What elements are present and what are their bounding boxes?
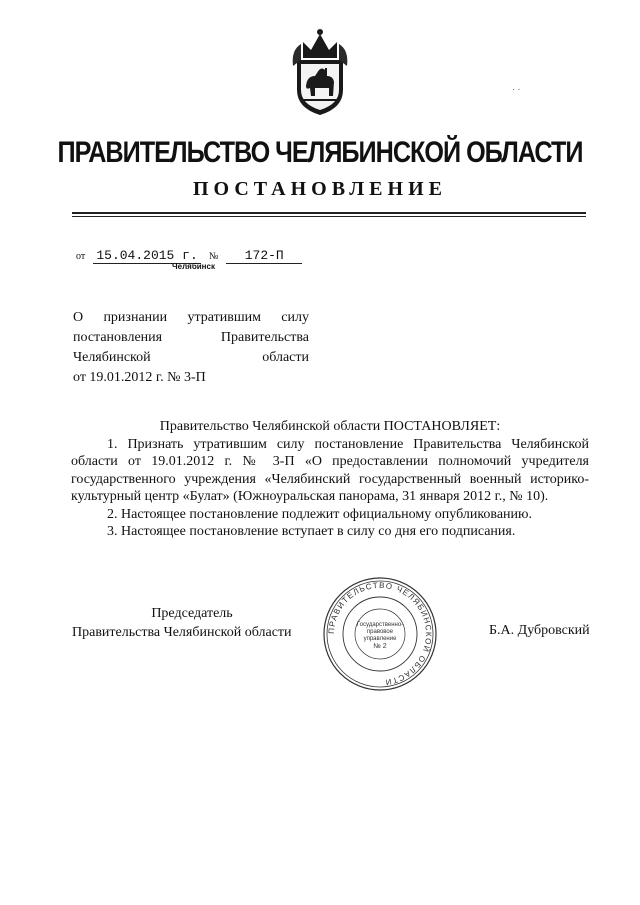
number-prefix: № (208, 251, 219, 262)
stamp-inner-text: Государственно- (356, 622, 404, 628)
decree-statement: Правительство Челябинской области ПОСТАНОВЛЯЕТ: (159, 419, 501, 434)
coat-of-arms-emblem (289, 20, 351, 118)
date-prefix: от (76, 251, 86, 262)
document-type: ПОСТАНОВЛЕНИЕ (193, 178, 447, 200)
document-body (71, 418, 589, 541)
signatory-position (72, 604, 312, 642)
decree-item: 3. Настоящее постановление вступает в силу со дня его подписания. (107, 524, 516, 539)
header-rule-thin (72, 216, 586, 217)
document-subject (73, 308, 309, 388)
subject-line: постановления Правительства (73, 330, 309, 345)
stamp-inner-text: управление (363, 636, 397, 642)
subject-line: от 19.01.2012 г. № 3-П (73, 370, 206, 385)
position-line: Председатель (151, 606, 233, 621)
header-rule (72, 212, 586, 214)
stamp-outer-text: ПРАВИТЕЛЬСТВО ЧЕЛЯБИНСКОЙ ОБЛАСТИ (326, 580, 434, 687)
document-date: 15.04.2015 г. (93, 248, 201, 264)
decree-item: 2. Настоящее постановление подлежит официальному опубликованию. (107, 506, 532, 522)
corner-mark: · · (512, 84, 521, 94)
decree-item: 1. Признать утратившим силу постановление Правительства Челябинской области от 19.01.2012 г. № 3-П «О предоставлении полномочий учредителя государственного учреждения «Челябинский государственный военный историко-культурный центр «Булат» (Южноуральская панорама, 31 января 2012 г., № 10). (71, 436, 589, 504)
subject-line: О признании утратившим силу (73, 310, 309, 325)
stamp-inner-text: № 2 (373, 643, 387, 650)
government-title: ПРАВИТЕЛЬСТВО ЧЕЛЯБИНСКОЙ ОБЛАСТИ (57, 136, 583, 169)
document-number: 172-П (226, 248, 302, 264)
subject-line: Челябинской области (73, 350, 309, 365)
signatory-name: Б.А. Дубровский (489, 623, 590, 638)
position-line: Правительства Челябинской области (72, 625, 292, 640)
official-seal-stamp (320, 574, 440, 694)
stamp-inner-text: правовое (366, 629, 394, 635)
city-label: Челябинск (172, 262, 215, 271)
